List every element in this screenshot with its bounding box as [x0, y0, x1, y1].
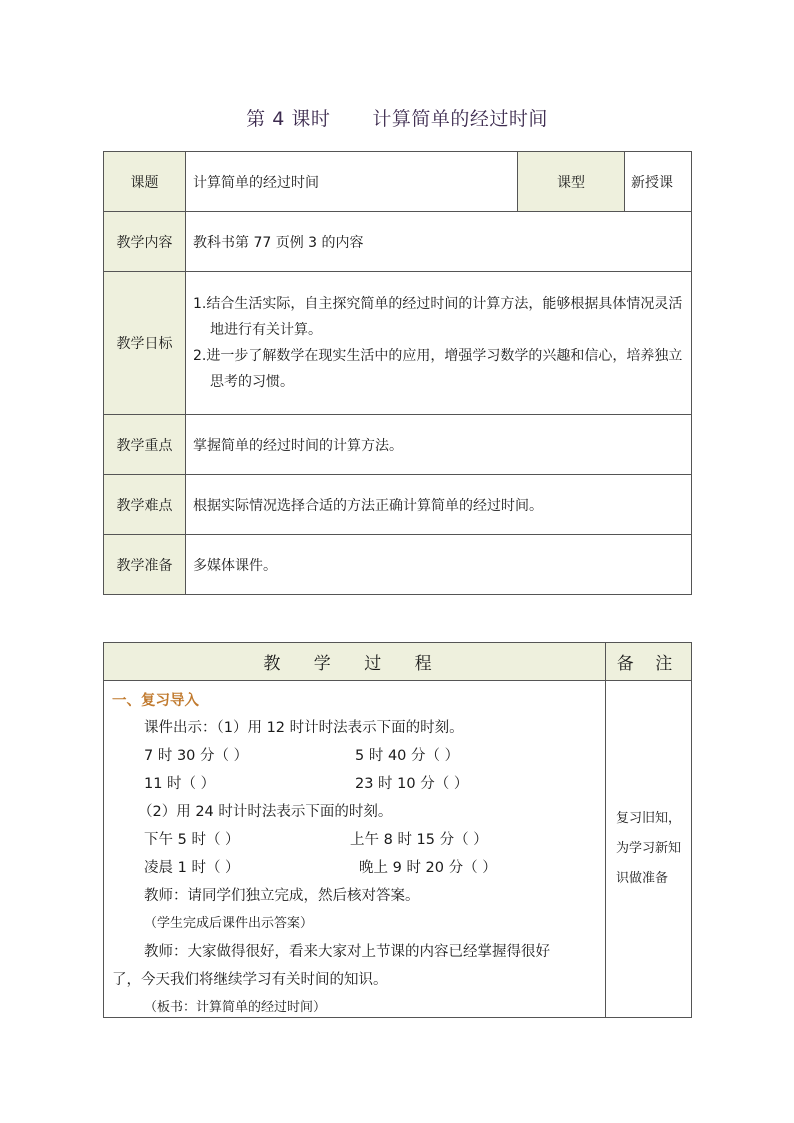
row-key-point: [104, 415, 692, 475]
row-topic: [104, 152, 692, 212]
preparation-label: 教学准备: [104, 535, 186, 595]
time-item: 7 时 30 分（ ）: [144, 748, 249, 764]
type-label: 课型: [518, 152, 625, 212]
difficulty-value: 根据实际情况选择合适的方法正确计算简单的经过时间。: [186, 475, 692, 535]
notes-header: 备 注: [606, 643, 692, 681]
key-point-value: 掌握简单的经过时间的计算方法。: [186, 415, 692, 475]
time-item: 23 时 10 分（ ）: [355, 776, 469, 792]
time-item: 11 时（ ）: [144, 776, 216, 792]
key-point-label: 教学重点: [104, 415, 186, 475]
row-difficulty: [104, 475, 692, 535]
process-line: （2）用 24 时计时法表示下面的时刻。: [138, 804, 393, 820]
goal-item-1: 1.结合生活实际，自主探究简单的经过时间的计算方法，能够根据具体情况灵活地进行有关计算。: [193, 296, 683, 338]
process-line: 教师：大家做得很好，看来大家对上节课的内容已经掌握得很好: [144, 944, 550, 960]
topic-value: 计算简单的经过时间: [186, 152, 518, 212]
process-body: [104, 681, 606, 1018]
row-content: [104, 212, 692, 272]
content-value: 教科书第 77 页例 3 的内容: [186, 212, 692, 272]
board-writing: （板书：计算简单的经过时间）: [144, 1000, 327, 1015]
type-value: 新授课: [625, 152, 692, 212]
goal-item-2: 2.进一步了解数学在现实生活中的应用，增强学习数学的兴趣和信心，培养独立思考的习惯。: [193, 348, 683, 390]
content-label: 教学内容: [104, 212, 186, 272]
difficulty-label: 教学难点: [104, 475, 186, 535]
goals-label: 教学日标: [104, 272, 186, 415]
time-item: 凌晨 1 时（ ）: [144, 860, 240, 876]
row-preparation: [104, 535, 692, 595]
lesson-topic: 计算简单的经过时间: [372, 108, 548, 130]
preparation-value: 多媒体课件。: [186, 535, 692, 595]
time-item: 晚上 9 时 20 分（ ）: [359, 860, 497, 876]
process-header: 教 学 过 程: [104, 643, 606, 681]
section-heading: 一、复习导入: [112, 693, 199, 709]
time-item: 上午 8 时 15 分（ ）: [350, 832, 488, 848]
lesson-info-table: [103, 151, 692, 595]
lesson-number: 第 4 课时: [246, 108, 331, 130]
process-line: 教师：请同学们独立完成，然后核对答案。: [144, 888, 420, 904]
page-title: [0, 104, 794, 131]
time-item: 下午 5 时（ ）: [144, 832, 240, 848]
process-note-cell: 复习旧知，为学习新知识做准备: [606, 681, 692, 1018]
teaching-process-table: [103, 642, 692, 1018]
process-note: （学生完成后课件出示答案）: [144, 916, 314, 931]
topic-label: 课题: [104, 152, 186, 212]
goals-cell: [186, 272, 692, 415]
process-line: 了，今天我们将继续学习有关时间的知识。: [112, 972, 388, 988]
process-line: 课件出示：（1）用 12 时计时法表示下面的时刻。: [144, 720, 464, 736]
time-item: 5 时 40 分（ ）: [355, 748, 460, 764]
row-goals: [104, 272, 692, 415]
